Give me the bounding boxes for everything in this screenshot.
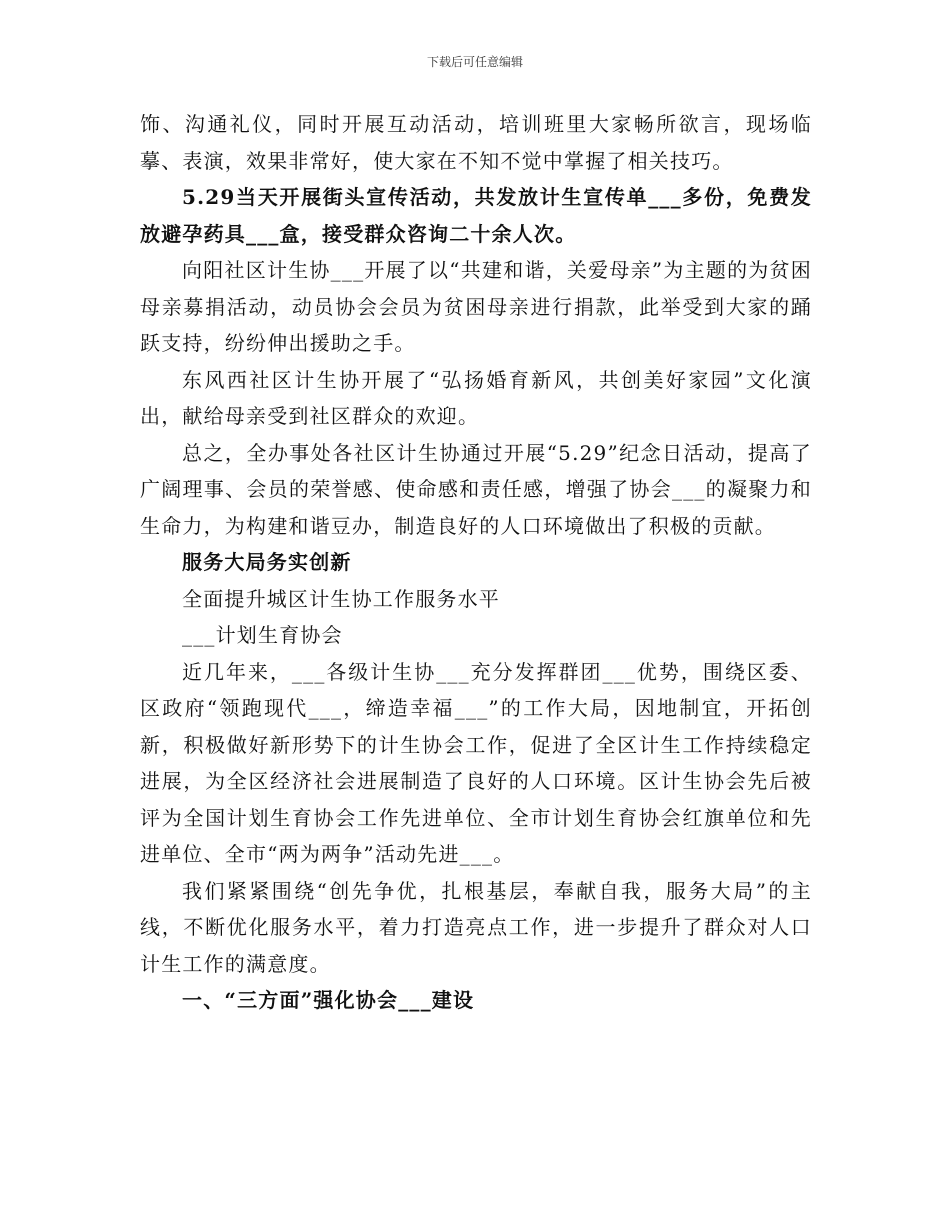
paragraph-4: 东风西社区计生协开展了“弘扬婚育新风，共创美好家园”文化演出，献给母亲受到社区群众的欢迎。 [140, 367, 812, 428]
paragraph-3: 向阳社区计生协___开展了以“共建和谐，关爱母亲”为主题的为贫困母亲募捐活动，动员协会会员为贫困母亲进行捐款，此举受到大家的踊跃支持，纷纷伸出援助之手。 [140, 258, 812, 355]
article-organization: ___计划生育协会 [182, 623, 343, 647]
paragraph-2-bold: 5.29当天开展街头宣传活动，共发放计生宣传单___多份，免费发放避孕药具___盒，接受群众咨询二十余人次。 [140, 185, 812, 246]
paragraph-6: 近几年来，___各级计生协___充分发挥群团___优势，围绕区委、区政府“领跑现代___，缔造幸福___”的工作大局，因地制宜，开拓创新，积极做好新形势下的计生协会工作，促进了全区计生工作持续稳定进展，为全区经济社会进展制造了良好的人口环境。区计生协会先后被评为全国计划生育协会工作先进单位、全市计划生育协会红旗单位和先进单位、全市“两为两争”活动先进___。 [140, 659, 812, 866]
page-header-note: 下载后可任意编辑 [426, 55, 523, 69]
article-subtitle: 全面提升城区计生协工作服务水平 [182, 586, 500, 611]
section-heading-1: 一、“三方面”强化协会___建设 [182, 988, 475, 1012]
paragraph-5: 总之，全办事处各社区计生协通过开展“5.29”纪念日活动，提高了广阔理事、会员的荣誉感、使命感和责任感，增强了协会___的凝聚力和生命力，为构建和谐豆办，制造良好的人口环境做出了积极的贡献。 [140, 440, 812, 538]
document-body [140, 106, 812, 1019]
article-title: 服务大局务实创新 [182, 550, 352, 574]
paragraph-1: 饰、沟通礼仪，同时开展互动活动，培训班里大家畅所欲言，现场临摹、表演，效果非常好，使大家在不知不觉中掌握了相关技巧。 [140, 112, 812, 173]
paragraph-7: 我们紧紧围绕“创先争优，扎根基层，奉献自我，服务大局”的主线，不断优化服务水平，着力打造亮点工作，进一步提升了群众对人口计生工作的满意度。 [140, 878, 812, 976]
